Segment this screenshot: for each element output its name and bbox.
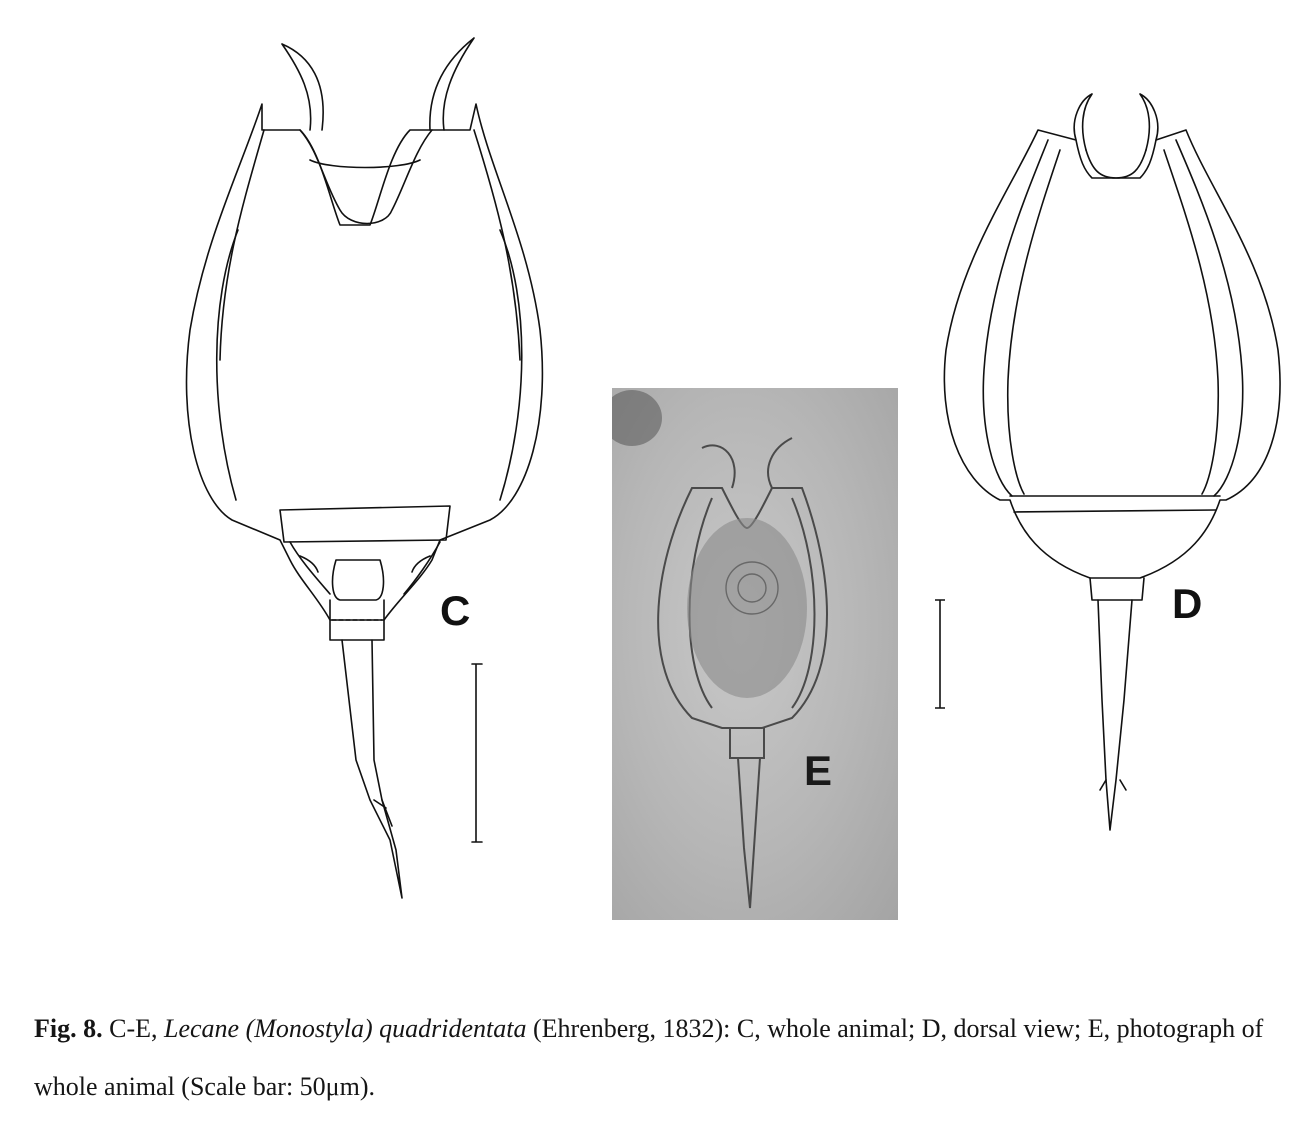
caption-range: C-E, [102, 1014, 164, 1043]
caption-fig-number: Fig. 8. [34, 1014, 103, 1043]
figure-caption [34, 1000, 1274, 1116]
foot [333, 560, 384, 600]
panel-label-c: C [440, 587, 471, 634]
photo-e [612, 388, 898, 920]
caption-species: Lecane (Monostyla) quadridentata [164, 1014, 527, 1043]
spine-right [430, 38, 474, 130]
drawing-c [0, 0, 620, 960]
head-sinus [300, 130, 432, 224]
posterior-plate-d [1010, 496, 1220, 512]
panel-label-e: E [804, 747, 833, 794]
toe [342, 640, 402, 898]
scale-bar-c [472, 664, 482, 842]
lorica-inner [217, 230, 522, 500]
photo-e-specimen [612, 388, 898, 920]
drawing-d [920, 0, 1305, 960]
caption-rest: (Ehrenberg, 1832): C, whole animal; D, dorsal view; E, photograph of whole animal (Scale bar: 50μm). [34, 1014, 1264, 1101]
panel-label-d: D [1172, 580, 1203, 627]
spine-left [282, 44, 323, 130]
posterior-plate [280, 506, 450, 542]
foot-d [1090, 578, 1144, 600]
